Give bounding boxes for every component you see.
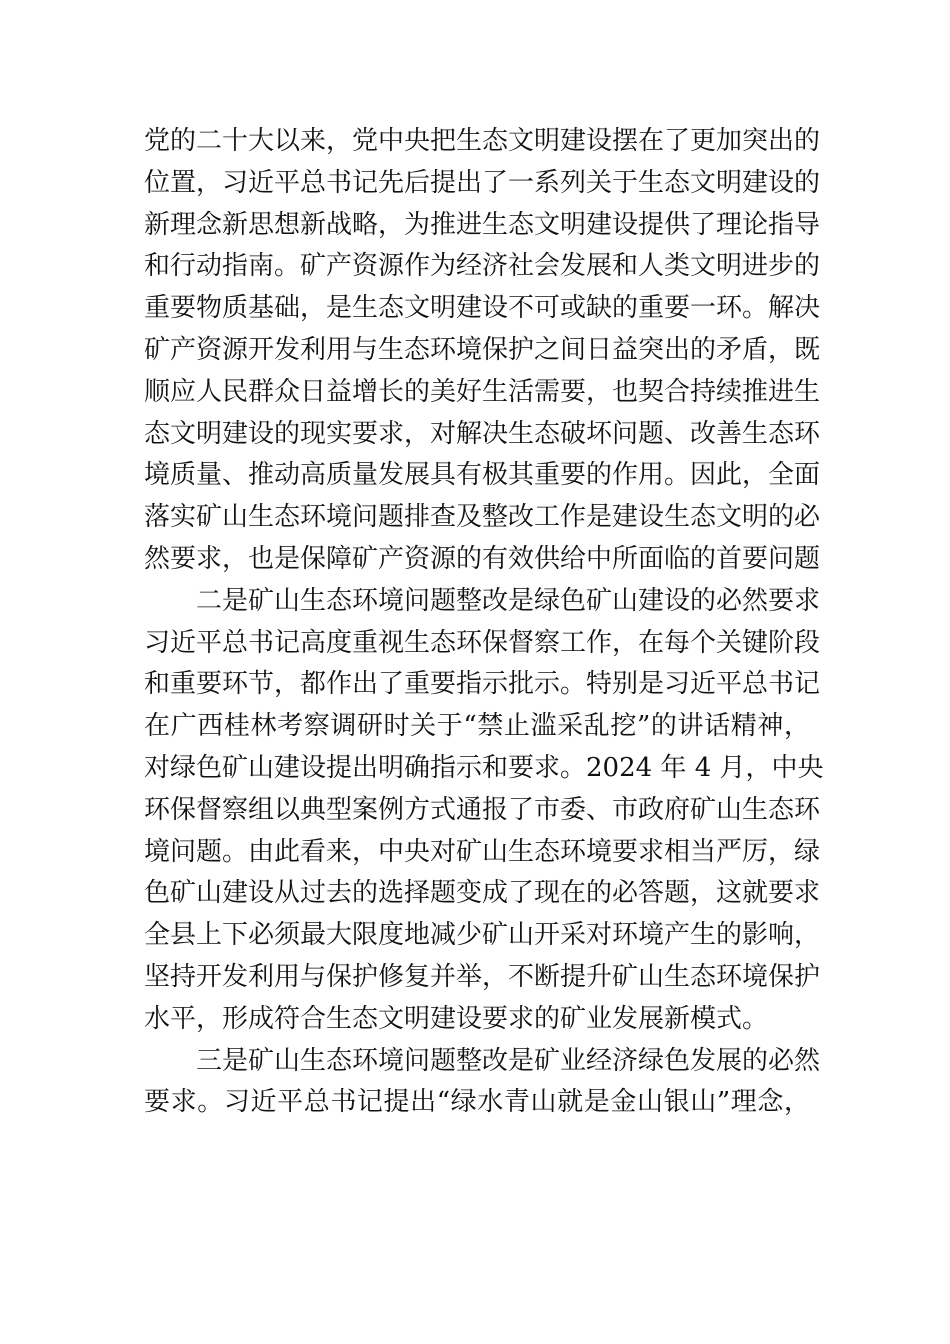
text-line: 境质量、推动高质量发展具有极其重要的作用。因此，全面 [144, 460, 821, 491]
text-line: 和重要环节，都作出了重要指示批示。特别是习近平总书记 [144, 669, 821, 700]
text-line: 境问题。由此看来，中央对矿山生态环境要求相当严厉，绿 [144, 836, 821, 867]
text-line: 习近平总书记高度重视生态环保督察工作，在每个关键阶段 [144, 627, 821, 658]
text-line: 在广西桂林考察调研时关于“禁止滥采乱挖”的讲话精神， [144, 711, 810, 742]
text-line: 重要物质基础，是生态文明建设不可或缺的重要一环。解决 [144, 293, 821, 324]
text-line: 坚持开发利用与保护修复并举，不断提升矿山生态环境保护 [144, 961, 821, 992]
text-line: 要求。习近平总书记提出“绿水青山就是金山银山”理念， [144, 1087, 810, 1118]
text-line: 全县上下必须最大限度地减少矿山开采对环境产生的影响， [144, 920, 821, 951]
text-line: 矿产资源开发利用与生态环境保护之间日益突出的矛盾，既 [144, 334, 821, 365]
text-line: 对绿色矿山建设提出明确指示和要求。2024 年 4 月，中央 [144, 752, 824, 783]
body-text [144, 121, 824, 1124]
text-line: 位置，习近平总书记先后提出了一系列关于生态文明建设的 [144, 167, 821, 198]
text-line: 色矿山建设从过去的选择题变成了现在的必答题，这就要求 [144, 878, 821, 909]
text-line: 二是矿山生态环境问题整改是绿色矿山建设的必然要求 [196, 585, 821, 616]
text-line: 和行动指南。矿产资源作为经济社会发展和人类文明进步的 [144, 251, 821, 282]
text-line: 水平，形成符合生态文明建设要求的矿业发展新模式。 [144, 1003, 769, 1034]
text-line: 党的二十大以来，党中央把生态文明建设摆在了更加突出的 [144, 126, 821, 156]
text-line: 落实矿山生态环境问题排查及整改工作是建设生态文明的必 [144, 502, 821, 533]
text-line: 顺应人民群众日益增长的美好生活需要，也契合持续推进生 [144, 376, 821, 407]
text-line: 态文明建设的现实要求，对解决生态破坏问题、改善生态环 [144, 418, 821, 449]
text-line: 然要求，也是保障矿产资源的有效供给中所面临的首要问题 [144, 543, 821, 574]
text-line: 新理念新思想新战略，为推进生态文明建设提供了理论指导 [144, 209, 821, 240]
text-line: 环保督察组以典型案例方式通报了市委、市政府矿山生态环 [144, 794, 821, 825]
text-line: 三是矿山生态环境问题整改是矿业经济绿色发展的必然 [196, 1045, 821, 1076]
